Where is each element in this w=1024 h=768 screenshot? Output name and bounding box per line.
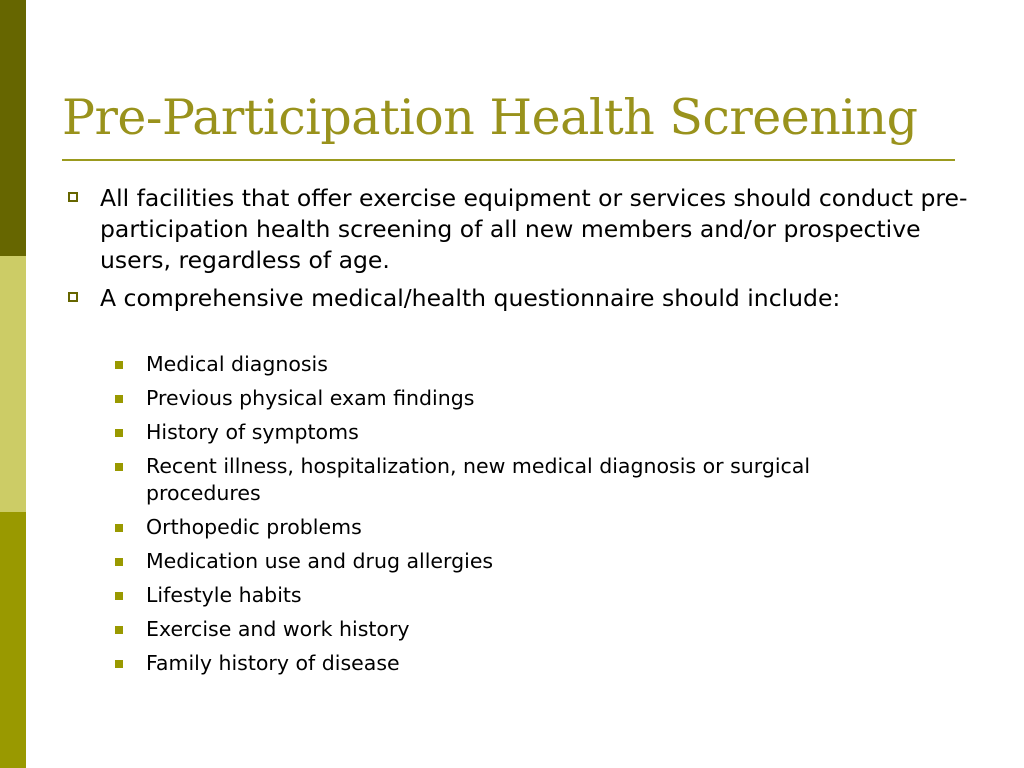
filled-square-bullet-icon (115, 361, 123, 369)
bullet-text: A comprehensive medical/health questionnaire should include: (100, 284, 841, 312)
sub-bullet-item (146, 616, 926, 643)
sub-bullet-text: Medication use and drug allergies (146, 549, 494, 573)
sub-bullet-item (146, 351, 926, 378)
sub-bullet-text: Orthopedic problems (146, 515, 362, 539)
sub-bullet-item (146, 650, 926, 677)
filled-square-bullet-icon (115, 626, 123, 634)
filled-square-bullet-icon (115, 558, 123, 566)
sub-bullet-text: History of symptoms (146, 420, 359, 444)
sub-bullet-text: Medical diagnosis (146, 352, 328, 376)
square-bullet-icon (68, 292, 78, 302)
title-underline-rule (62, 159, 955, 161)
side-bar-middle-segment (0, 256, 26, 512)
bullet-item (100, 183, 980, 276)
filled-square-bullet-icon (115, 429, 123, 437)
side-bar-top-segment (0, 0, 26, 256)
sub-bullet-text: Lifestyle habits (146, 583, 302, 607)
filled-square-bullet-icon (115, 524, 123, 532)
sub-bullet-text: Family history of disease (146, 651, 400, 675)
side-bar-bottom-segment (0, 512, 26, 768)
filled-square-bullet-icon (115, 592, 123, 600)
bullet-text: All facilities that offer exercise equipment or services should conduct pre-participation health screening of all new members and/or prospective users, regardless of age. (100, 184, 968, 274)
square-bullet-icon (68, 192, 78, 202)
sub-bullet-item (146, 453, 926, 507)
slide-title: Pre-Participation Health Screening (62, 89, 918, 146)
bullet-item (100, 283, 980, 314)
sub-bullet-item (146, 514, 926, 541)
sub-bullet-text: Exercise and work history (146, 617, 410, 641)
sub-bullet-item (146, 548, 926, 575)
sub-bullet-text: Previous physical exam findings (146, 386, 475, 410)
sub-bullet-item (146, 419, 926, 446)
sub-bullet-text: Recent illness, hospitalization, new medical diagnosis or surgical procedures (146, 454, 811, 505)
filled-square-bullet-icon (115, 395, 123, 403)
sub-bullet-item (146, 582, 926, 609)
filled-square-bullet-icon (115, 660, 123, 668)
sub-bullet-item (146, 385, 926, 412)
filled-square-bullet-icon (115, 463, 123, 471)
